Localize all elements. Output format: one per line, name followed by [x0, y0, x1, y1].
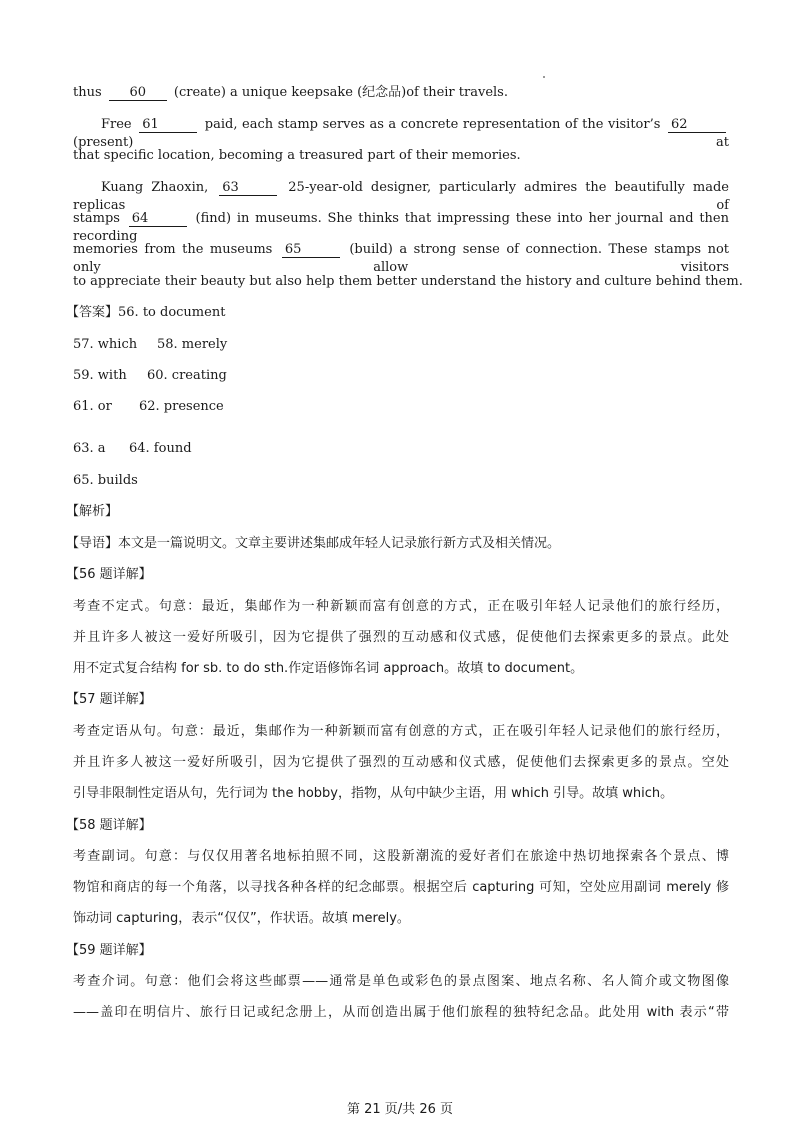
analysis-intro: 【导语】本文是一篇说明文。文章主要讲述集邮成年轻人记录旅行新方式及相关情况。 [66, 536, 561, 551]
passage-line-63 [73, 179, 729, 213]
answer-56: 56. to document [118, 305, 226, 320]
passage-text: (find) in museums. She thinks that impressing these into her journal and then recording [73, 211, 729, 244]
passage-text: thus [73, 85, 102, 100]
q59-line: ——盖印在明信片、旅行日记或纪念册上，从而创造出属于他们旅程的独特纪念品。此处用 with 表示“带 [73, 1005, 729, 1020]
passage-line-64 [73, 210, 729, 244]
passage-text: memories from the museums [73, 242, 273, 257]
q56-line: 并且许多人被这一爱好所吸引，因为它提供了强烈的互动感和仪式感，促使他们去探索更多的景点。此处 [73, 630, 729, 645]
passage-line-61-62 [73, 116, 729, 150]
q56-heading: 【56 题详解】 [66, 567, 152, 582]
passage-line: that specific location, becoming a treasured part of their memories. [73, 148, 521, 163]
answer-57: 57. which [73, 337, 138, 352]
q57-line: 考查定语从句。句意：最近，集邮作为一种新颖而富有创意的方式，正在吸引年轻人记录他们的旅行经历， [73, 724, 729, 739]
blank-62: 62 [668, 118, 726, 133]
answer-61: 61. or [73, 399, 112, 414]
passage-text: stamps [73, 211, 120, 226]
q58-heading: 【58 题详解】 [66, 818, 152, 833]
blank-61: 61 [139, 118, 197, 133]
answer-58: 58. merely [157, 337, 228, 352]
q58-line: 物馆和商店的每一个角落，以寻找各种各样的纪念邮票。根据空后 capturing 可知，空处应用副词 merely 修 [73, 880, 729, 895]
passage-line: to appreciate their beauty but also help them better understand the history and culture behind them. [73, 274, 743, 289]
stray-mark [543, 76, 545, 78]
answer-label: 【答案】 [66, 305, 119, 320]
answer-row-56 [66, 304, 225, 322]
page-footer: 第 21 页/共 26 页 [347, 1102, 453, 1117]
passage-line-60 [73, 84, 729, 102]
q59-heading: 【59 题详解】 [66, 943, 152, 958]
q57-heading: 【57 题详解】 [66, 692, 152, 707]
answer-63: 63. a [73, 441, 106, 456]
passage-text: (create) a unique keepsake (纪念品)of their travels. [173, 85, 508, 100]
passage-text: Kuang Zhaoxin, [101, 180, 209, 195]
answer-62: 62. presence [139, 399, 224, 414]
blank-64: 64 [129, 212, 187, 227]
answer-64: 64. found [129, 441, 192, 456]
passage-text: (present) at [73, 135, 729, 150]
blank-63: 63 [219, 181, 277, 196]
passage-text: (build) a strong sense of connection. These stamps not only allow visitors [73, 242, 730, 275]
q56-line: 考查不定式。句意：最近，集邮作为一种新颖而富有创意的方式，正在吸引年轻人记录他们的旅行经历， [73, 599, 729, 614]
passage-text: Free [101, 117, 132, 132]
q58-line: 考查副词。句意：与仅仅用著名地标拍照不同，这股新潮流的爱好者们在旅途中热切地探索各个景点、博 [73, 849, 729, 864]
answer-59: 59. with [73, 368, 127, 383]
q57-line: 引导非限制性定语从句，先行词为 the hobby，指物，从句中缺少主语，用 which 引导。故填 which。 [73, 786, 674, 801]
blank-60: 60 [109, 86, 167, 101]
blank-65: 65 [282, 243, 340, 258]
q56-line: 用不定式复合结构 for sb. to do sth.作定语修饰名词 approach。故填 to document。 [73, 661, 584, 676]
q57-line: 并且许多人被这一爱好所吸引，因为它提供了强烈的互动感和仪式感，促使他们去探索更多的景点。空处 [73, 755, 729, 770]
passage-text: 25-year-old designer, particularly admires the beautifully made replicas of [73, 180, 729, 213]
analysis-heading: 【解析】 [66, 504, 119, 519]
q59-line: 考查介词。句意：他们会将这些邮票——通常是单色或彩色的景点图案、地点名称、名人简介或文物图像 [73, 974, 729, 989]
answer-60: 60. creating [147, 368, 227, 383]
q58-line: 饰动词 capturing，表示“仅仅”，作状语。故填 merely。 [73, 911, 410, 926]
passage-text: paid, each stamp serves as a concrete representation of the visitor’s [204, 117, 661, 132]
answer-65: 65. builds [73, 473, 138, 488]
passage-line-65 [73, 241, 730, 275]
